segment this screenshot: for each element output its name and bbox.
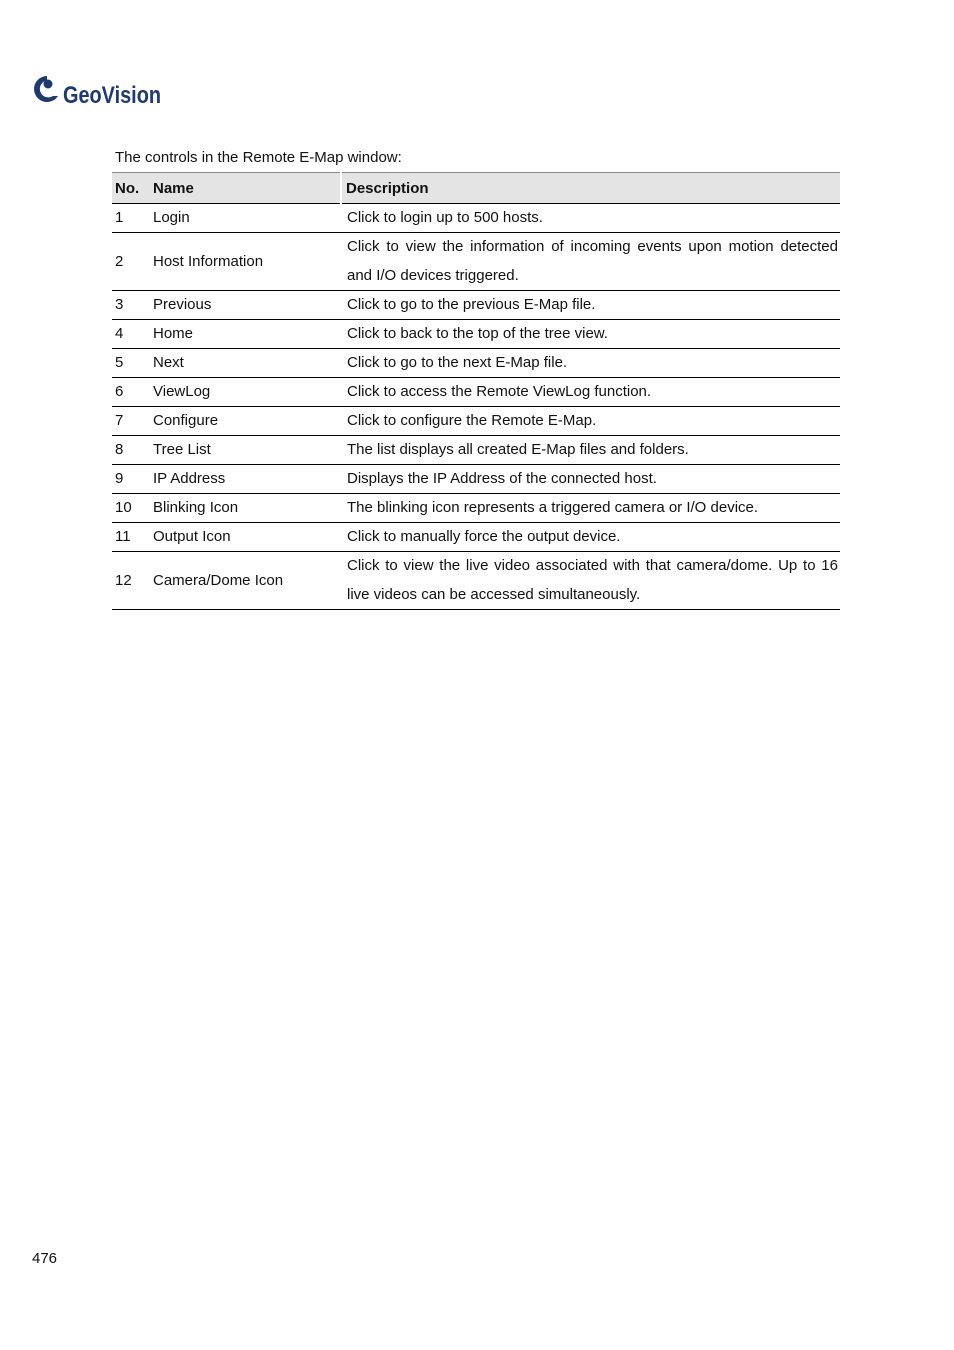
row-name: Camera/Dome Icon [150, 552, 341, 610]
table-row [112, 320, 840, 349]
row-description: The blinking icon represents a triggered camera or I/O device. [341, 494, 840, 523]
row-no: 5 [112, 349, 150, 378]
row-no: 10 [112, 494, 150, 523]
row-description: Click to access the Remote ViewLog function. [341, 378, 840, 407]
row-description: Click to view the live video associated with that camera/dome. Up to 16 live videos can be accessed simultaneously. [341, 552, 840, 610]
row-description: Click to configure the Remote E-Map. [341, 407, 840, 436]
controls-table [112, 172, 840, 610]
geovision-logo-mark [31, 72, 171, 108]
row-name: IP Address [150, 465, 341, 494]
table-row [112, 523, 840, 552]
row-name: Next [150, 349, 341, 378]
row-no: 4 [112, 320, 150, 349]
table-row [112, 291, 840, 320]
table-row [112, 233, 840, 291]
row-description: Displays the IP Address of the connected host. [341, 465, 840, 494]
row-no: 9 [112, 465, 150, 494]
header-description: Description [341, 173, 840, 204]
row-description: Click to go to the next E-Map file. [341, 349, 840, 378]
row-name: Tree List [150, 436, 341, 465]
row-name: Blinking Icon [150, 494, 341, 523]
row-no: 11 [112, 523, 150, 552]
page-number: 476 [32, 1250, 58, 1267]
logo-wordmark: GeoVision [63, 82, 161, 108]
intro-text: The controls in the Remote E-Map window: [115, 149, 402, 166]
table-row [112, 378, 840, 407]
row-no: 1 [112, 204, 150, 233]
row-description: Click to back to the top of the tree view. [341, 320, 840, 349]
row-description: The list displays all created E-Map files and folders. [341, 436, 840, 465]
row-name: Home [150, 320, 341, 349]
header-no: No. [112, 173, 150, 204]
header-name: Name [150, 173, 341, 204]
table-header-row [112, 173, 840, 204]
row-name: Previous [150, 291, 341, 320]
row-name: ViewLog [150, 378, 341, 407]
row-no: 8 [112, 436, 150, 465]
row-name: Output Icon [150, 523, 341, 552]
table-row [112, 407, 840, 436]
table-row [112, 349, 840, 378]
row-no: 6 [112, 378, 150, 407]
table-row [112, 465, 840, 494]
row-description: Click to manually force the output device. [341, 523, 840, 552]
row-description: Click to go to the previous E-Map file. [341, 291, 840, 320]
row-no: 7 [112, 407, 150, 436]
table-row [112, 204, 840, 233]
row-no: 2 [112, 233, 150, 291]
row-name: Host Information [150, 233, 341, 291]
row-no: 3 [112, 291, 150, 320]
table-row [112, 552, 840, 610]
row-name: Login [150, 204, 341, 233]
table-row [112, 436, 840, 465]
row-description: Click to login up to 500 hosts. [341, 204, 840, 233]
row-name: Configure [150, 407, 341, 436]
geovision-logo [31, 72, 171, 108]
row-description: Click to view the information of incoming events upon motion detected and I/O devices triggered. [341, 233, 840, 291]
row-no: 12 [112, 552, 150, 610]
table-row [112, 494, 840, 523]
